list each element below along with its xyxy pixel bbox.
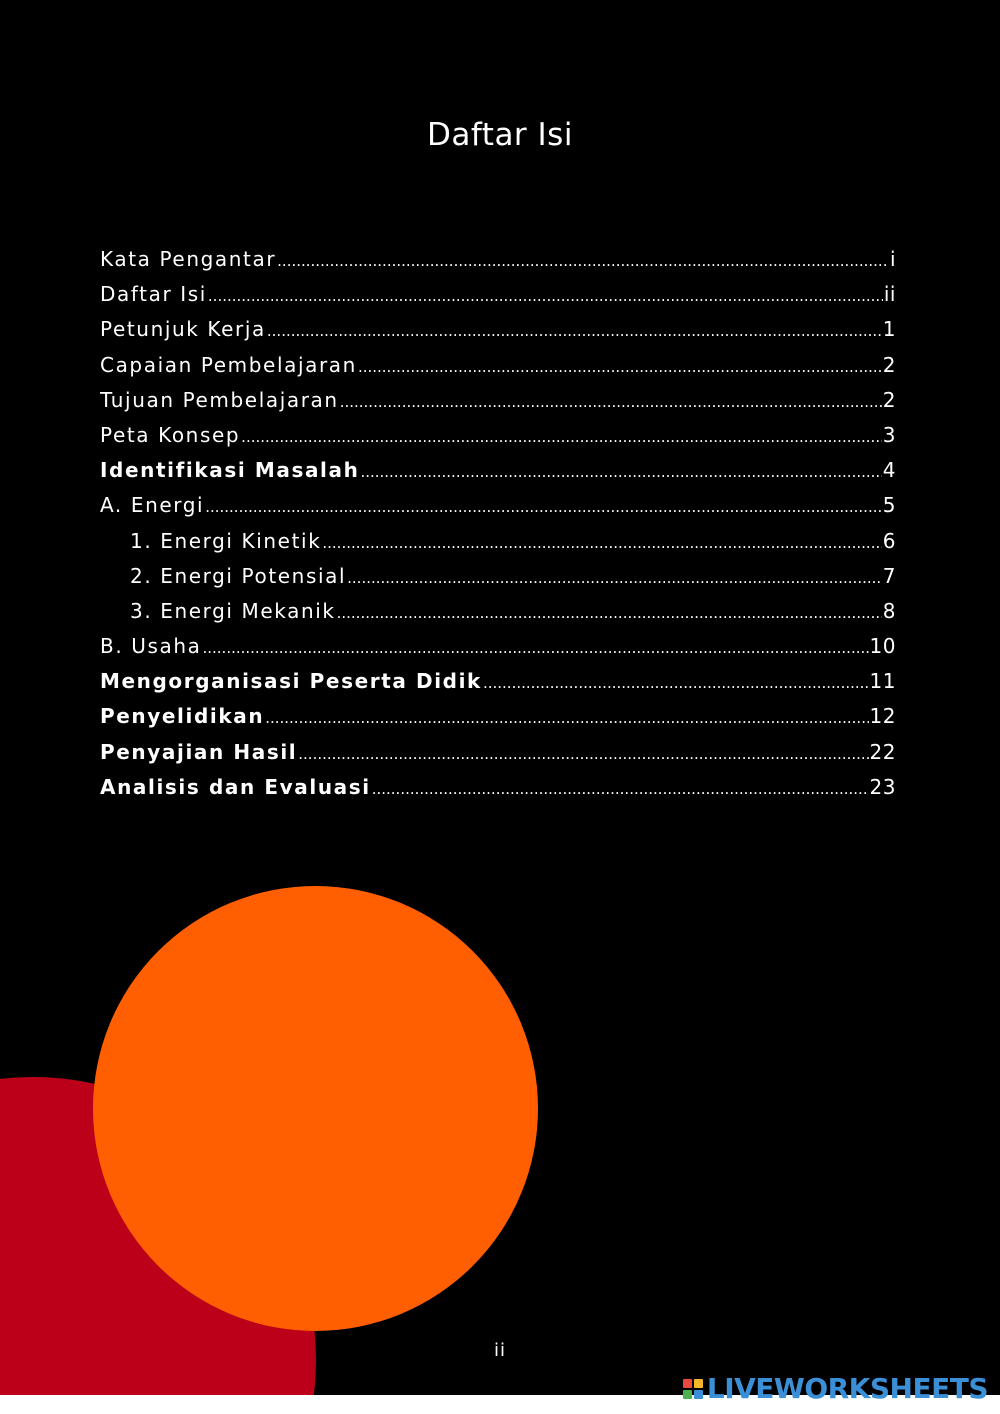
toc-entry-label: Identifikasi Masalah	[100, 458, 360, 483]
toc-dot-leader	[265, 709, 868, 727]
toc-entry-page: 12	[869, 704, 896, 729]
watermark-logo-icon	[683, 1379, 703, 1399]
toc-entry-label: Penyelidikan	[100, 704, 265, 729]
toc-entry	[100, 282, 896, 317]
toc-entry	[100, 634, 896, 669]
toc-dot-leader	[241, 428, 882, 446]
toc-entry-page: 10	[869, 634, 896, 659]
toc-entry-label: Tujuan Pembelajaran	[100, 387, 339, 412]
toc-entry	[100, 423, 896, 458]
toc-entry-page: 6	[882, 528, 896, 553]
toc-entry-page: 11	[869, 669, 896, 694]
watermark	[683, 1373, 988, 1405]
toc-dot-leader	[208, 287, 883, 305]
toc-entry	[100, 388, 896, 423]
toc-entry-label: Analisis dan Evaluasi	[100, 774, 371, 799]
toc-dot-leader	[483, 674, 869, 692]
toc-dot-leader	[358, 358, 882, 376]
toc-entry-page: 2	[882, 352, 896, 377]
toc-entry-page: 2	[882, 387, 896, 412]
toc-dot-leader	[205, 498, 882, 516]
toc-dot-leader	[267, 322, 882, 340]
toc-entry	[100, 775, 896, 810]
toc-dot-leader	[337, 604, 882, 622]
toc-dot-leader	[372, 780, 869, 798]
toc-entry-page: 5	[882, 493, 896, 518]
toc-entry-page: 1	[882, 317, 896, 342]
toc-entry-page: 4	[882, 458, 896, 483]
toc-entry	[100, 247, 896, 282]
toc-dot-leader	[277, 252, 889, 270]
toc-dot-leader	[322, 534, 881, 552]
toc-entry	[100, 317, 896, 352]
toc-entry-page: 23	[869, 774, 896, 799]
logo-square-l	[683, 1379, 692, 1388]
toc-entry-label: Mengorganisasi Peserta Didik	[100, 669, 482, 694]
page-title: Daftar Isi	[427, 116, 573, 153]
toc-entry-label: Daftar Isi	[100, 282, 207, 307]
toc-entry-label: Kata Pengantar	[100, 247, 277, 271]
toc-entry-page: 8	[882, 598, 896, 623]
toc-dot-leader	[347, 569, 882, 587]
toc-entry-label: Capaian Pembelajaran	[100, 352, 357, 377]
table-of-contents	[100, 247, 896, 810]
logo-square-v	[683, 1390, 692, 1399]
toc-entry-label: 1. Energi Kinetik	[130, 528, 322, 553]
toc-entry	[100, 353, 896, 388]
toc-entry-page: ii	[883, 282, 896, 307]
toc-entry	[100, 704, 896, 739]
toc-dot-leader	[360, 463, 881, 481]
toc-entry-label: Petunjuk Kerja	[100, 317, 266, 342]
page-number: ii	[493, 1340, 506, 1361]
toc-entry-page: 3	[882, 422, 896, 447]
toc-entry	[100, 564, 896, 599]
toc-entry	[100, 740, 896, 775]
toc-entry	[100, 458, 896, 493]
toc-entry	[100, 493, 896, 528]
watermark-text: LIVEWORKSHEETS	[706, 1372, 988, 1405]
toc-dot-leader	[298, 745, 868, 763]
toc-entry-label: Peta Konsep	[100, 422, 241, 447]
toc-entry-page: 7	[882, 563, 896, 588]
toc-entry	[100, 599, 896, 634]
toc-entry-page: i	[889, 247, 896, 271]
toc-entry-label: B. Usaha	[100, 634, 202, 659]
toc-dot-leader	[202, 639, 868, 657]
toc-dot-leader	[340, 393, 882, 411]
toc-entry-label: A. Energi	[100, 493, 205, 518]
toc-entry-page: 22	[869, 739, 896, 764]
logo-square-e	[694, 1390, 703, 1399]
toc-entry	[100, 669, 896, 704]
toc-entry	[100, 529, 896, 564]
logo-square-i	[694, 1379, 703, 1388]
toc-entry-label: Penyajian Hasil	[100, 739, 298, 764]
toc-entry-label: 3. Energi Mekanik	[130, 598, 336, 623]
decorative-orange-circle	[93, 886, 538, 1331]
toc-entry-label: 2. Energi Potensial	[130, 563, 347, 588]
